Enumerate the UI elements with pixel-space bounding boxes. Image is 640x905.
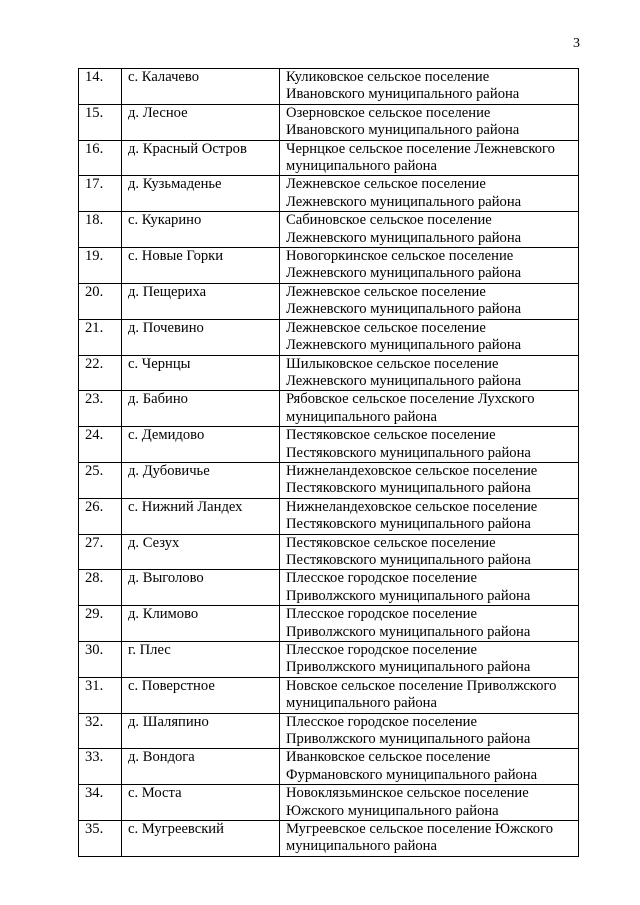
settlement-name: д. Бабино: [122, 391, 280, 427]
table-body: [79, 69, 579, 857]
row-number: 28.: [79, 570, 122, 606]
municipality-line-2: муниципального района: [286, 838, 437, 855]
row-number: 22.: [79, 355, 122, 391]
table-row: [79, 391, 579, 427]
row-number: 14.: [79, 69, 122, 105]
municipality-cell: [280, 498, 579, 534]
row-number: 20.: [79, 283, 122, 319]
settlement-name: д. Дубовичье: [122, 462, 280, 498]
municipality-cell: [280, 104, 579, 140]
municipality-cell: [280, 212, 579, 248]
table-row: [79, 462, 579, 498]
municipality-line-2: Пестяковского муниципального района: [286, 551, 531, 568]
table-row: [79, 642, 579, 678]
table-row: [79, 713, 579, 749]
municipality-line-1: Новское сельское поселение Приволжского: [286, 677, 557, 694]
municipality-line-2: муниципального района: [286, 408, 437, 425]
municipality-line-1: Лежневское сельское поселение: [286, 176, 486, 193]
table-row: [79, 498, 579, 534]
municipality-cell: [280, 677, 579, 713]
settlement-name: д. Шаляпино: [122, 713, 280, 749]
row-number: 35.: [79, 821, 122, 857]
settlement-name: с. Поверстное: [122, 677, 280, 713]
municipality-line-2: Лежневского муниципального района: [286, 301, 522, 318]
municipality-line-1: Лежневское сельское поселение: [286, 283, 486, 300]
table-row: [79, 319, 579, 355]
municipality-line-2: Приволжского муниципального района: [286, 623, 531, 640]
table-row: [79, 821, 579, 857]
municipality-line-2: Лежневского муниципального района: [286, 372, 522, 389]
municipality-cell: [280, 140, 579, 176]
municipality-cell: [280, 642, 579, 678]
table-row: [79, 570, 579, 606]
settlement-name: с. Калачево: [122, 69, 280, 105]
municipality-line-1: Пестяковское сельское поселение: [286, 427, 496, 444]
municipality-line-1: Сабиновское сельское поселение: [286, 212, 492, 229]
municipality-line-2: Южского муниципального района: [286, 802, 499, 819]
row-number: 27.: [79, 534, 122, 570]
municipality-cell: [280, 462, 579, 498]
municipality-cell: [280, 821, 579, 857]
row-number: 17.: [79, 176, 122, 212]
table-row: [79, 176, 579, 212]
municipality-cell: [280, 749, 579, 785]
municipality-line-1: Иванковское сельское поселение: [286, 749, 491, 766]
municipality-line-1: Плесское городское поселение: [286, 713, 477, 730]
municipality-line-1: Озерновское сельское поселение: [286, 104, 491, 121]
table-row: [79, 534, 579, 570]
municipality-line-2: Лежневского муниципального района: [286, 193, 522, 210]
municipality-line-1: Лежневское сельское поселение: [286, 319, 486, 336]
municipality-cell: [280, 713, 579, 749]
municipality-line-1: Мугреевское сельское поселение Южского: [286, 821, 554, 838]
table-row: [79, 283, 579, 319]
municipality-line-1: Нижнеландеховское сельское поселение: [286, 462, 538, 479]
row-number: 25.: [79, 462, 122, 498]
municipality-line-1: Пестяковское сельское поселение: [286, 534, 496, 551]
row-number: 15.: [79, 104, 122, 140]
settlements-table: [78, 68, 579, 857]
municipality-cell: [280, 69, 579, 105]
page-number: 3: [573, 36, 580, 51]
row-number: 30.: [79, 642, 122, 678]
settlement-name: д. Климово: [122, 606, 280, 642]
table-row: [79, 248, 579, 284]
municipality-line-1: Плесское городское поселение: [286, 642, 477, 658]
municipality-line-2: муниципального района: [286, 158, 437, 175]
settlement-name: г. Плес: [122, 642, 280, 678]
table-row: [79, 749, 579, 785]
municipality-cell: [280, 319, 579, 355]
row-number: 21.: [79, 319, 122, 355]
row-number: 19.: [79, 248, 122, 284]
municipality-line-1: Чернцкое сельское поселение Лежневского: [286, 140, 555, 157]
municipality-line-2: Пестяковского муниципального района: [286, 480, 531, 497]
settlement-name: с. Нижний Ландех: [122, 498, 280, 534]
row-number: 18.: [79, 212, 122, 248]
municipality-cell: [280, 391, 579, 427]
municipality-line-2: Приволжского муниципального района: [286, 731, 531, 748]
table-row: [79, 69, 579, 105]
municipality-cell: [280, 785, 579, 821]
settlement-name: д. Вондога: [122, 749, 280, 785]
municipality-cell: [280, 427, 579, 463]
settlement-name: с. Демидово: [122, 427, 280, 463]
municipality-line-1: Шилыковское сельское поселение: [286, 355, 499, 372]
municipality-line-1: Куликовское сельское поселение: [286, 69, 490, 85]
row-number: 23.: [79, 391, 122, 427]
municipality-line-2: Ивановского муниципального района: [286, 86, 520, 103]
table-row: [79, 140, 579, 176]
table-row: [79, 606, 579, 642]
municipality-cell: [280, 176, 579, 212]
settlement-name: д. Лесное: [122, 104, 280, 140]
settlement-name: с. Чернцы: [122, 355, 280, 391]
row-number: 34.: [79, 785, 122, 821]
municipality-line-2: Ивановского муниципального района: [286, 122, 520, 139]
row-number: 24.: [79, 427, 122, 463]
settlement-name: с. Моста: [122, 785, 280, 821]
municipality-line-2: Лежневского муниципального района: [286, 265, 522, 282]
settlement-name: д. Пещериха: [122, 283, 280, 319]
row-number: 33.: [79, 749, 122, 785]
municipality-line-1: Рябовское сельское поселение Лухского: [286, 391, 535, 408]
municipality-cell: [280, 606, 579, 642]
table-row: [79, 212, 579, 248]
municipality-line-2: Фурмановского муниципального района: [286, 766, 538, 783]
settlement-name: с. Новые Горки: [122, 248, 280, 284]
municipality-cell: [280, 570, 579, 606]
settlement-name: д. Почевино: [122, 319, 280, 355]
settlement-name: д. Выголово: [122, 570, 280, 606]
municipality-line-1: Новоклязьминское сельское поселение: [286, 785, 529, 802]
municipality-line-2: Пестяковского муниципального района: [286, 516, 531, 533]
table-row: [79, 355, 579, 391]
row-number: 26.: [79, 498, 122, 534]
row-number: 32.: [79, 713, 122, 749]
municipality-line-1: Плесское городское поселение: [286, 570, 477, 587]
municipality-cell: [280, 283, 579, 319]
settlement-name: с. Мугреевский: [122, 821, 280, 857]
municipality-cell: [280, 534, 579, 570]
municipality-line-2: Приволжского муниципального района: [286, 659, 531, 676]
row-number: 31.: [79, 677, 122, 713]
row-number: 29.: [79, 606, 122, 642]
municipality-line-2: Лежневского муниципального района: [286, 337, 522, 354]
municipality-cell: [280, 248, 579, 284]
municipality-cell: [280, 355, 579, 391]
settlement-name: д. Красный Остров: [122, 140, 280, 176]
table-row: [79, 785, 579, 821]
municipality-line-1: Новогоркинское сельское поселение: [286, 248, 514, 265]
settlement-name: д. Сезух: [122, 534, 280, 570]
row-number: 16.: [79, 140, 122, 176]
table-row: [79, 104, 579, 140]
municipality-line-2: Приволжского муниципального района: [286, 587, 531, 604]
settlement-name: с. Кукарино: [122, 212, 280, 248]
municipality-line-2: Лежневского муниципального района: [286, 229, 522, 246]
municipality-line-2: Пестяковского муниципального района: [286, 444, 531, 461]
municipality-line-1: Нижнеландеховское сельское поселение: [286, 498, 538, 515]
municipality-line-2: муниципального района: [286, 695, 437, 712]
settlement-name: д. Кузьмаденье: [122, 176, 280, 212]
table-row: [79, 677, 579, 713]
municipality-line-1: Плесское городское поселение: [286, 606, 477, 623]
table-row: [79, 427, 579, 463]
